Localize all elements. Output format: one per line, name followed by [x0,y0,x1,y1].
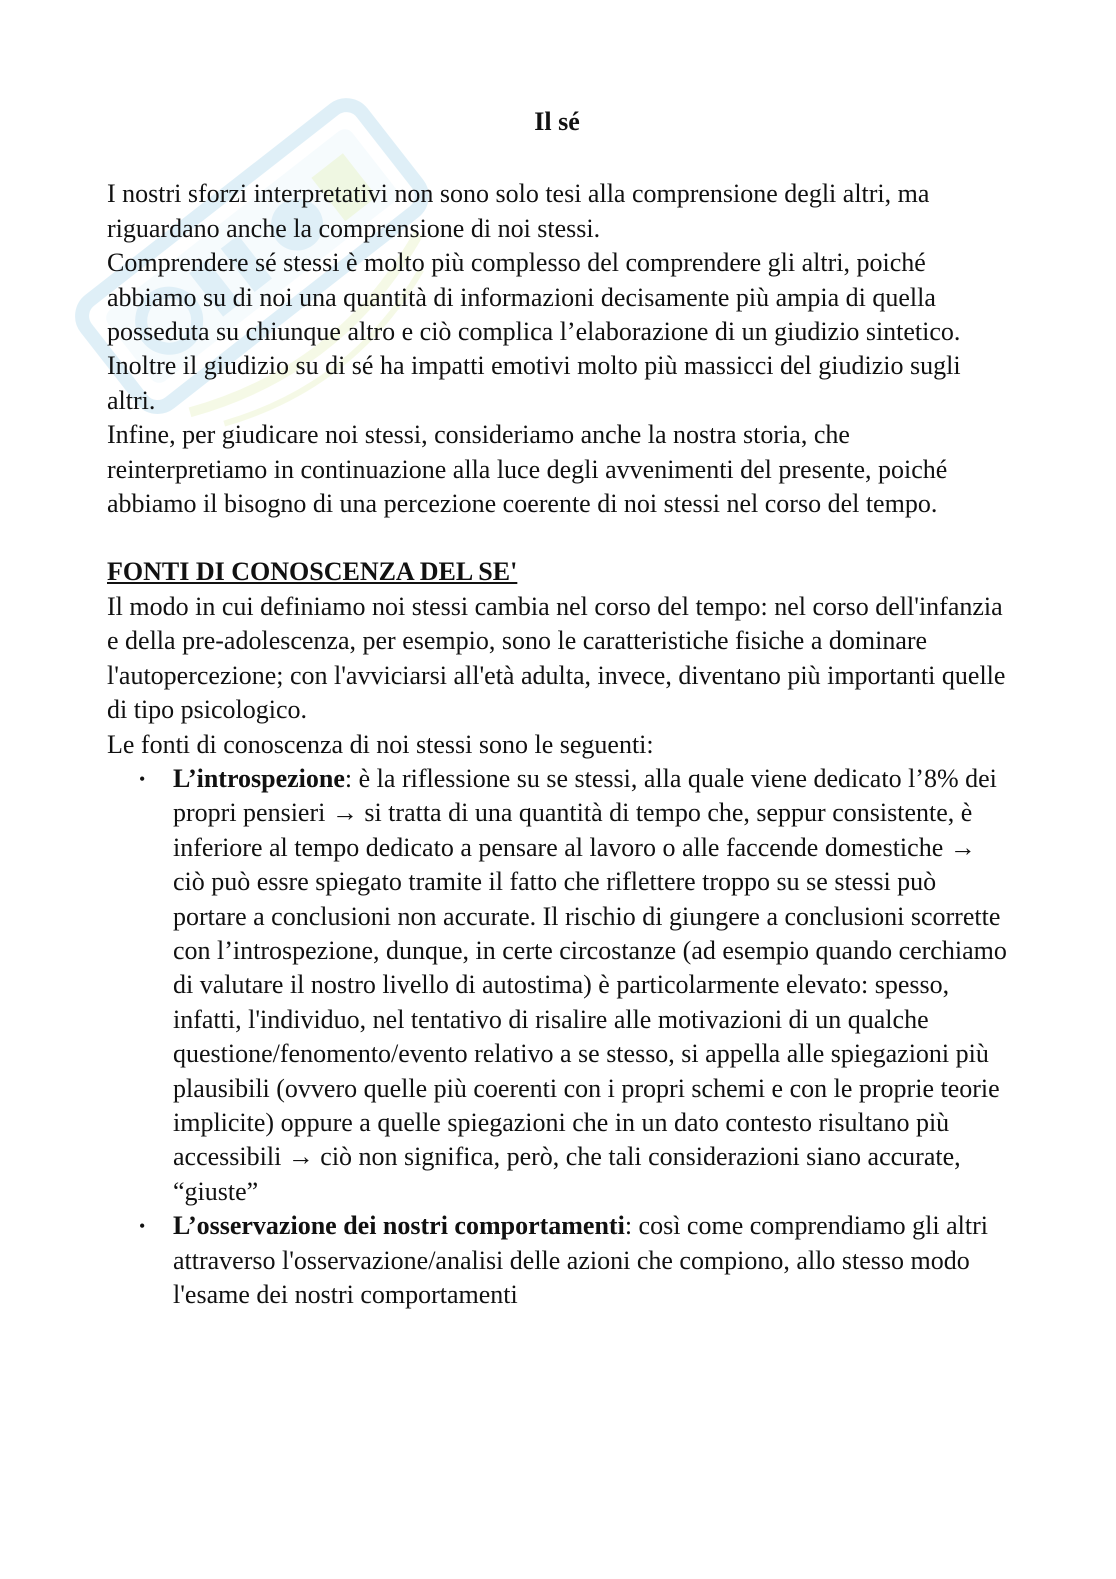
intro-paragraph-4: Infine, per giudicare noi stessi, consideriamo anche la nostra storia, che reinterpretiamo in continuazione alla luce degli avvenimenti del presente, poiché abbiamo il bisogno di una percezione coerente di noi stessi nel corso del tempo. [107,420,948,519]
section-heading: FONTI DI CONOSCENZA DEL SE' [107,557,518,587]
list-item-text: : è la riflessione su se stessi, alla quale viene dedicato l’8% dei propri pensieri → si tratta di una quantità di tempo che, seppur consistente, è inferiore al tempo dedicato a pensare al lavoro o alle faccende domestiche → ciò può essre spiegato tramite il fatto che riflettere troppo su se stessi può portare a conclusioni non accurate. Il rischio di giungere a conclusioni scorrette con l’introspezione, dunque, in certe circostanze (ad esempio quando cerchiamo di valutare il nostro livello di autostima) è particolarmente elevato: spesso, infatti, l'individuo, nel tentativo di risalire alle motivazioni di un qualche questione/fenomento/evento relativo a se stesso, si appella alle spiegazioni più plausibili (ovvero quelle più coerenti con i propri schemi e con le proprie teorie implicite) oppure a quelle spiegazioni che in un dato contesto risultano più accessibili → ciò non significa, però, che tali considerazioni siano accurate, “giuste” [173,763,1007,1206]
intro-paragraph-2: Comprendere sé stessi è molto più complesso del comprendere gli altri, poiché abbiamo su di noi una quantità di informazioni decisamente più ampia di quella posseduta su chiunque altro e ciò complica l’elaborazione di un giudizio sintetico. [107,248,961,347]
list-item [107,762,1007,1209]
list-item-term: L’osservazione dei nostri comportamenti [173,1211,625,1241]
list-item-term: L’introspezione [173,763,345,793]
section-paragraph-1: Il modo in cui definiamo noi stessi cambia nel corso del tempo: nel corso dell'infanzia e della pre-adolescenza, per esempio, sono le caratteristiche fisiche a dominare l'autopercezione; con l'avviciarsi all'età adulta, invece, diventano più importanti quelle di tipo psicologico. [107,591,1006,725]
intro-paragraph-3: Inoltre il giudizio su di sé ha impatti emotivi molto più massicci del giudizio sugli altri. [107,351,961,415]
list-item-text: : così come comprendiamo gli altri attraverso l'osservazione/analisi delle azioni che compiono, allo stesso modo l'esame dei nostri comportamenti [173,1211,989,1309]
sources-list [107,762,1007,1313]
list-item [107,1209,1007,1312]
paragraph-gap [107,521,1007,555]
section-paragraph-2: Le fonti di conoscenza di noi stessi sono le seguenti: [107,729,654,759]
page-title: Il sé [534,107,580,136]
bullet-icon: • [139,1216,146,1237]
bullet-icon: • [139,768,146,789]
intro-paragraph-1: I nostri sforzi interpretativi non sono solo tesi alla comprensione degli altri, ma riguardano anche la comprensione di noi stessi. [107,179,930,243]
document-page [107,105,1007,1312]
